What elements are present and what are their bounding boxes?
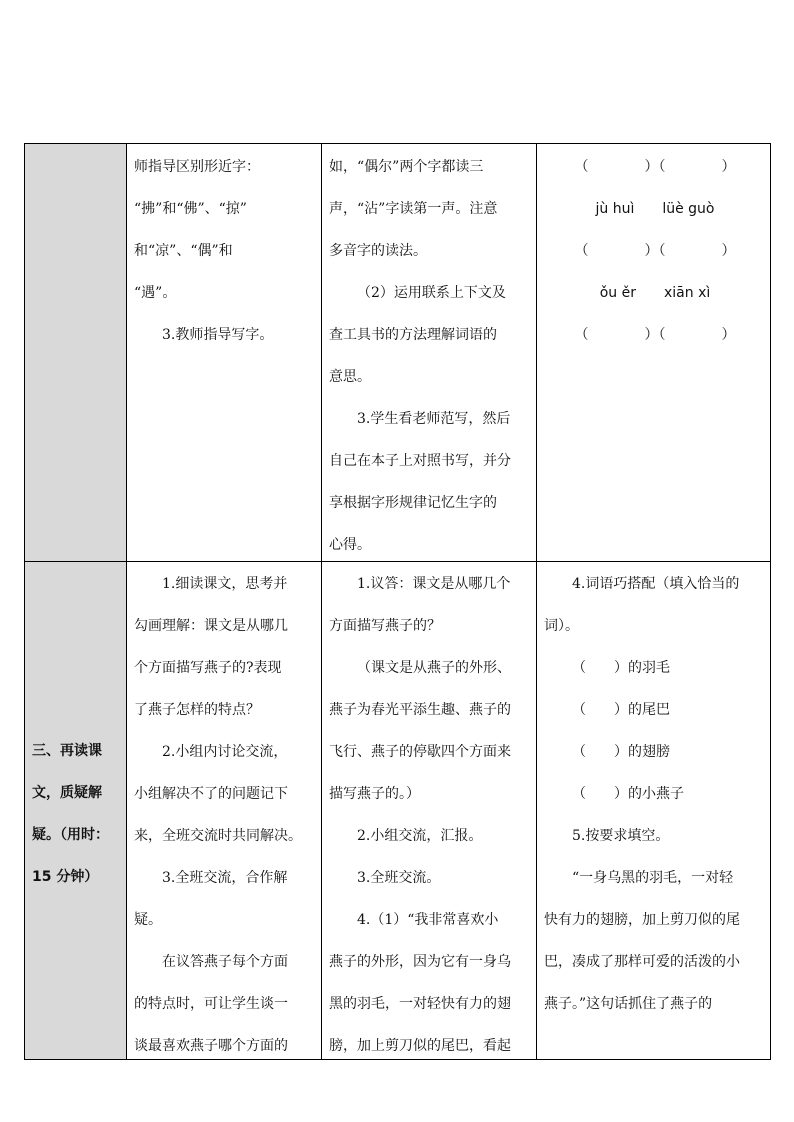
text-line: 2.小组交流，汇报。 [357,828,483,844]
row1-side-cell [24,143,126,561]
side-line: 文，质疑解 [32,785,102,801]
text-line: 膀，加上剪刀似的尾巴，看起 [329,1038,511,1054]
text-line: 小组解决不了的问题记下 [134,786,288,802]
blank-pair: （ ）（ ） [574,159,736,175]
side-line: 三、再读课 [32,743,102,759]
row2-side-text [32,730,109,898]
text-line: （2）运用联系上下文及 [357,285,506,301]
text-line: “拂”和“佛”、“掠” [134,201,247,217]
text-line: 如，“偶尔”两个字都读三 [329,159,484,175]
text-line: 描写燕子的。） [329,786,420,802]
text-line: 多音字的读法。 [329,243,427,259]
column-divider [126,143,127,1060]
text-line: 燕子的外形，因为它有一身乌 [329,954,511,970]
row1-teacher-cell [134,146,320,556]
row1-student-cell [329,146,537,556]
row1-exercise-cell [544,146,766,556]
text-line: 自己在本子上对照书写，并分 [329,453,511,469]
text-line: 和“凉”、“偶”和 [134,243,233,259]
text-line: 快有力的翅膀，加上剪刀似的尾 [544,912,740,928]
text-line: 燕子。”这句话抓住了燕子的 [544,996,713,1012]
text-line: 3.教师指导写字。 [162,327,274,343]
fill-blank-line: （ ）的尾巴 [572,702,670,718]
text-line: 4.（1）“我非常喜欢小 [357,912,499,928]
text-line: 3.学生看老师范写，然后 [357,411,511,427]
blank-pair: （ ）（ ） [574,243,736,259]
column-divider [536,143,537,1060]
text-line: 意思。 [329,369,371,385]
table-border-bottom [24,1059,771,1060]
text-line: 4.词语巧搭配（填入恰当的 [572,576,740,592]
fill-blank-line: （ ）的小燕子 [572,786,684,802]
text-line: 个方面描写燕子的?表现 [134,660,282,676]
text-line: 2.小组内讨论交流， [162,744,288,760]
table-border-left [24,143,25,1060]
text-line: 3.全班交流。 [357,870,441,886]
text-line: 1.细读课文，思考并 [162,576,288,592]
column-divider [321,143,322,1060]
text-line: 声，“沾”字读第一声。注意 [329,201,498,217]
text-line: 巴，凑成了那样可爱的活泼的小 [544,954,740,970]
text-line: 3.全班交流，合作解 [162,870,288,886]
text-line: 享根据字形规律记忆生字的 [329,495,497,511]
text-line: 查工具书的方法理解词语的 [329,327,497,343]
text-line: 师指导区别形近字： [134,159,260,175]
text-line: 的特点时，可让学生谈一 [134,996,288,1012]
fill-blank-line: （ ）的羽毛 [572,660,670,676]
table-border-top [24,143,771,144]
row2-side-cell [24,562,126,1060]
text-line: “一身乌黑的羽毛，一对轻 [572,870,734,886]
blank-pair: （ ）（ ） [574,327,736,343]
fill-blank-line: （ ）的翅膀 [572,744,670,760]
row2-student-cell [329,563,537,1058]
lesson-plan-table [24,143,771,1060]
text-line: 谈最喜欢燕子哪个方面的 [134,1038,288,1054]
side-line: 疑。（用时： [32,827,109,843]
text-line: 词）。 [544,618,579,634]
text-line: “遇”。 [134,285,177,301]
row2-teacher-cell [134,563,320,1058]
text-line: 燕子为春光平添生趣、燕子的 [329,702,511,718]
text-line: 了燕子怎样的特点？ [134,702,260,718]
text-line: 勾画理解：课文是从哪几 [134,618,288,634]
text-line: 来，全班交流时共同解决。 [134,828,302,844]
text-line: 方面描写燕子的？ [329,618,441,634]
side-line: 15 分钟） [32,869,99,885]
text-line: 5.按要求填空。 [572,828,670,844]
text-line: （课文是从燕子的外形、 [357,660,511,676]
row2-exercise-cell [544,563,766,1058]
text-line: 心得。 [329,537,371,553]
text-line: 黑的羽毛，一对轻快有力的翅 [329,996,511,1012]
text-line: 飞行、燕子的停歇四个方面来 [329,744,511,760]
text-line: 1.议答：课文是从哪几个 [357,576,511,592]
pinyin-line: ǒu ěr xiān xì [599,285,711,301]
table-border-right [770,143,771,1060]
row-divider [24,561,771,562]
pinyin-line: jù huì lüè guò [595,201,715,217]
text-line: 在议答燕子每个方面 [162,954,288,970]
text-line: 疑。 [134,912,162,928]
